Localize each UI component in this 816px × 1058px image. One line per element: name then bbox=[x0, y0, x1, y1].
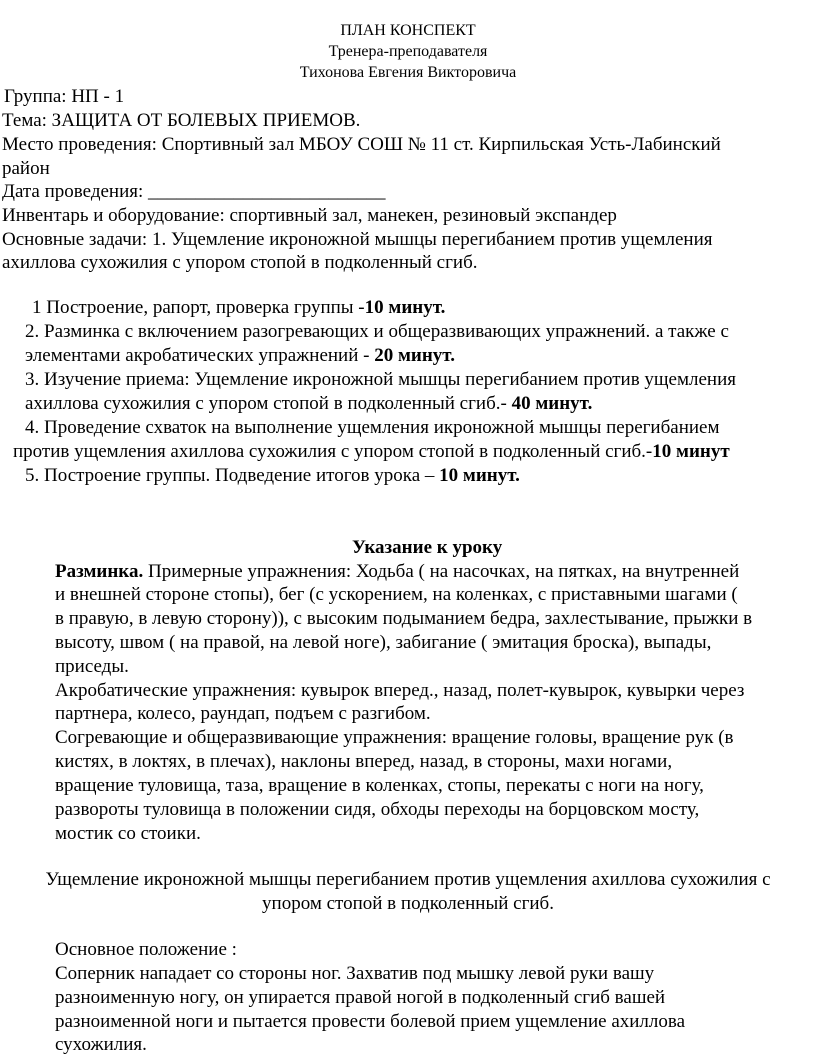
place-line-1: Место проведения: Спортивный зал МБОУ СОШ № 11 ст. Кирпильская Усть-Лабинский bbox=[2, 134, 721, 155]
tasks-line-2: ахиллова сухожилия с упором стопой в подколенный сгиб. bbox=[2, 252, 478, 273]
date-line: Дата проведения: _________________________ bbox=[2, 181, 386, 202]
technique-desc-line-4: сухожилия. bbox=[55, 1034, 147, 1055]
topic-line: Тема: ЗАЩИТА ОТ БОЛЕВЫХ ПРИЕМОВ. bbox=[2, 110, 361, 131]
warmup-line-3: в правую, в левую сторону)), с высоким подыманием бедра, захлестывание, прыжки в bbox=[55, 608, 753, 629]
group-line: Группа: НП - 1 bbox=[4, 86, 125, 107]
plan-item-5 bbox=[25, 464, 520, 488]
doc-author: Тихонова Евгения Викторовича bbox=[299, 64, 517, 81]
heat-line-5: мостик со стоики. bbox=[55, 823, 201, 844]
place-line-2: район bbox=[2, 158, 50, 179]
doc-title: ПЛАН КОНСПЕКТ bbox=[340, 22, 476, 39]
heat-line-2: кистях, в локтях, в плечах), наклоны вперед, назад, в стороны, махи ногами, bbox=[55, 751, 673, 772]
plan-item-1-text: 1 Построение, рапорт, проверка группы - bbox=[32, 297, 365, 318]
plan-item-3-line-1: 3. Изучение приема: Ущемление икроножной мышцы перегибанием против ущемления bbox=[25, 369, 736, 390]
plan-item-3-text: ахиллова сухожилия с упором стопой в подколенный сгиб.- bbox=[25, 393, 512, 414]
position-label: Основное положение : bbox=[55, 939, 237, 960]
warmup-line-2: и внешней стороне стопы), бег (с ускорением, на коленках, с приставными шагами ( bbox=[55, 584, 738, 605]
plan-item-4-line-2 bbox=[13, 440, 730, 464]
plan-item-3-line-2 bbox=[25, 392, 592, 416]
tasks-line-1: Основные задачи: 1. Ущемление икроножной мышцы перегибанием против ущемления bbox=[2, 229, 713, 250]
plan-item-2-line-2 bbox=[25, 344, 455, 368]
heat-line-4: развороты туловища в положении сидя, обходы переходы на борцовском мосту, bbox=[55, 799, 700, 820]
technique-desc-line-2: разноименную ногу, он упирается правой ногой в подколенный сгиб вашей bbox=[55, 987, 666, 1008]
plan-item-1-time: 10 минут. bbox=[364, 297, 446, 318]
heat-line-3: вращение туловища, таза, вращение в коленках, стопы, перекаты с ноги на ногу, bbox=[55, 775, 704, 796]
plan-item-4-line-1: 4. Проведение схваток на выполнение ущемления икроножной мышцы перегибанием bbox=[25, 417, 720, 438]
equipment-line: Инвентарь и оборудование: спортивный зал, манекен, резиновый экспандер bbox=[2, 205, 617, 226]
acro-line-1: Акробатические упражнения: кувырок вперед., назад, полет-кувырок, кувырки через bbox=[55, 680, 745, 701]
plan-item-4-text: против ущемления ахиллова сухожилия с упором стопой в подколенный сгиб.- bbox=[13, 441, 653, 462]
warmup-line-4: высоту, швом ( на правой, на левой ноге), забигание ( эмитация броска), выпады, bbox=[55, 632, 712, 653]
plan-item-4-time: 10 минут bbox=[652, 441, 730, 462]
plan-item-5-time: 10 минут. bbox=[439, 465, 520, 486]
warmup-label: Разминка. bbox=[55, 561, 144, 582]
warmup-line-5: приседы. bbox=[55, 656, 129, 677]
plan-item-5-text: 5. Построение группы. Подведение итогов урока – bbox=[25, 465, 440, 486]
technique-title-line-2: упором стопой в подколенный сгиб. bbox=[262, 893, 554, 914]
plan-item-3-time: 40 минут. bbox=[511, 393, 593, 414]
doc-role: Тренера-преподавателя bbox=[328, 43, 488, 60]
technique-desc-line-1: Соперник нападает со стороны ног. Захватив под мышку левой руки вашу bbox=[55, 963, 655, 984]
technique-desc-line-3: разноименной ноги и пытается провести болевой прием ущемление ахиллова bbox=[55, 1011, 686, 1032]
heat-line-1: Согревающие и общеразвивающие упражнения: вращение головы, вращение рук (в bbox=[55, 727, 734, 748]
plan-item-2-text: элементами акробатических упражнений - bbox=[25, 345, 375, 366]
warmup-line-1: Разминка. Примерные упражнения: Ходьба ( на насочках, на пятках, на внутренней bbox=[55, 561, 740, 582]
plan-item-2-line-1: 2. Разминка с включением разогревающих и общеразвивающих упражнений. а также с bbox=[25, 321, 729, 342]
acro-line-2: партнера, колесо, раундап, подъем с разгибом. bbox=[55, 703, 431, 724]
technique-title-line-1: Ущемление икроножной мышцы перегибанием против ущемления ахиллова сухожилия с bbox=[45, 869, 771, 890]
plan-item-2-time: 20 минут. bbox=[374, 345, 455, 366]
plan-item-1 bbox=[32, 296, 445, 320]
guidance-heading: Указание к уроку bbox=[352, 537, 503, 558]
